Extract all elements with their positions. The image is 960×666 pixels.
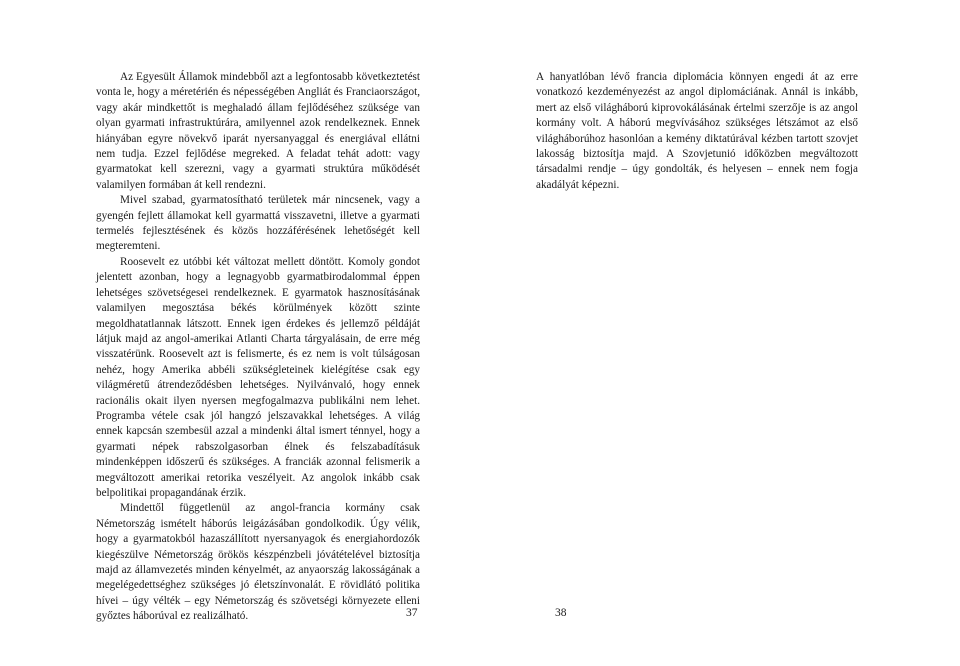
paragraph: Az Egyesült Államok mindebből azt a legfontosabb következtetést vonta le, hogy a méretérién és népességében Angliát és Franciaországot, vagy akár mindkettőt is meghaladó állam fejlődéséhez szüksége van olyan gyarmati infrastruktúrára, amilyennel azok rendelkeznek. Ennek hiányában egyre növekvő iparát nyersanyaggal és energiával ellátni nem tudja. Ezzel fejlődése megreked. A feladat tehát adott: vagy gyarmatokat kell szerezni, vagy a gyarmati struktúra működését valamilyen formában át kell rendezni. <box>96 71 420 191</box>
left-text-column <box>96 70 420 625</box>
paragraph: Mivel szabad, gyarmatosítható területek már nincsenek, vagy a gyengén fejlett államokat kell gyarmattá visszavetni, illetve a gyarmati termelés fejlesztésének és közös hozzáférésének lehetőségét kell megteremteni. <box>96 194 420 253</box>
right-page <box>480 0 960 666</box>
right-text-column <box>536 70 858 193</box>
page-number-right: 38 <box>555 607 567 619</box>
paragraph: Mindettől függetlenül az angol-francia kormány csak Németország ismételt háborús leigázásában gondolkodik. Úgy vélik, hogy a gyarmatokból hazaszállított nyersanyagok és energiahordozók kiegészülve Németország örökös készpénzbeli jóvátételével biztosítja majd az államvezetés minden kényelmét, az anyaország lakosságának a megelégedettséghez szükséges jó életszínvonalát. E rövidlátó politika hívei – úgy vélték – egy Németország és szövetségi környezete elleni győztes háborúval ez realizálható. <box>96 502 420 623</box>
page-number-left: 37 <box>406 607 418 619</box>
paragraph: Roosevelt ez utóbbi két változat mellett döntött. Komoly gondot jelentett azonban, hogy a legnagyobb gyarmatbirodalommal éppen lehetséges szövetségesei rendelkeznek. E gyarmatok hasznosításának valamilyen megosztása békés körülmények között szinte megoldhatatlannak látszott. Ennek igen érdekes és jellemző példáját látjuk majd az angol-amerikai Atlanti Charta tárgyalásain, de erre még visszatérünk. Roosevelt azt is felismerte, és ez nem is volt túlságosan nehéz, hogy Amerika abbéli szükségleteinek kielégítése csak egy világméretű átrendeződésben lehetséges. Nyilvánvaló, hogy ennek racionális okait ilyen nyersen megfogalmazva publikálni nem lehet. Programba vétele csak jól hangzó jelszavakkal lehetséges. A világ ennek kapcsán szembesül azzal a mindenki által ismert ténnyel, hogy a gyarmati népek rabszolgasorban élnek és felszabadításuk mindenképpen időszerű és szükséges. A franciák azonnal felismerik a megváltozott amerikai retorika veszélyeit. Az angolok inkább csak belpolitikai propagandának érzik. <box>96 255 420 499</box>
paragraph: A hanyatlóban lévő francia diplomácia könnyen engedi át az erre vonatkozó kezdeményezést az angol diplomáciának. Annál is inkább, mert az első világháború kiprovokálásának értelmi szerzője is az angol kormány volt. A háború megvívásához szükséges létszámot az első világháborúhoz hasonlóan a kemény diktatúrával kézben tartott szovjet lakosság biztosítja majd. A Szovjetunió időközben megváltozott társadalmi rendje – úgy gondolták, és helyesen – ennek nem fogja akadályát képezni. <box>536 71 858 191</box>
